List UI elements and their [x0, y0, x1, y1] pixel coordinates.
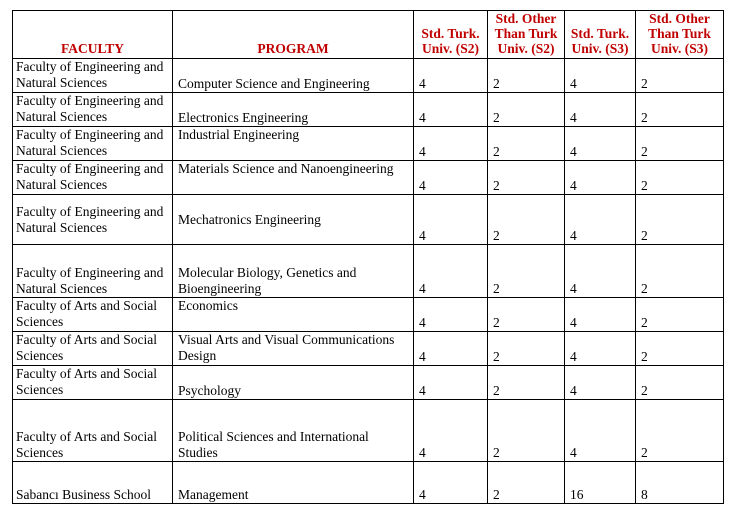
program-cell: Computer Science and Engineering [173, 59, 414, 93]
s2-other-cell: 2 [488, 400, 565, 462]
s3-turk-cell: 4 [565, 245, 636, 298]
header-s3-turk: Std. Turk. Univ. (S3) [565, 11, 636, 59]
program-cell: Materials Science and Nanoengineering [173, 161, 414, 195]
s2-turk-cell: 4 [414, 93, 488, 127]
table-row [13, 161, 724, 195]
s2-other-cell: 2 [488, 332, 565, 366]
s3-turk-cell: 4 [565, 400, 636, 462]
s3-other-cell: 2 [636, 127, 724, 161]
s3-other-cell: 2 [636, 366, 724, 400]
s3-other-cell: 2 [636, 332, 724, 366]
program-cell: Economics [173, 298, 414, 332]
s3-turk-cell: 4 [565, 366, 636, 400]
header-s3-other: Std. Other Than Turk Univ. (S3) [636, 11, 724, 59]
faculty-cell: Faculty of Engineering and Natural Sciences [13, 161, 173, 195]
s3-other-cell: 2 [636, 59, 724, 93]
s2-turk-cell: 4 [414, 245, 488, 298]
program-cell: Electronics Engineering [173, 93, 414, 127]
faculty-cell: Sabancı Business School [13, 462, 173, 504]
s2-turk-cell: 4 [414, 59, 488, 93]
header-s2-turk: Std. Turk. Univ. (S2) [414, 11, 488, 59]
table-row [13, 245, 724, 298]
s2-other-cell: 2 [488, 462, 565, 504]
s2-other-cell: 2 [488, 161, 565, 195]
table-row [13, 298, 724, 332]
table-row [13, 400, 724, 462]
s3-turk-cell: 16 [565, 462, 636, 504]
faculty-cell: Faculty of Engineering and Natural Sciences [13, 93, 173, 127]
table-row [13, 366, 724, 400]
table-row [13, 59, 724, 93]
s2-other-cell: 2 [488, 127, 565, 161]
table-row [13, 195, 724, 245]
table-row [13, 127, 724, 161]
table-row [13, 93, 724, 127]
s2-turk-cell: 4 [414, 298, 488, 332]
faculty-cell: Faculty of Arts and Social Sciences [13, 366, 173, 400]
faculty-cell: Faculty of Engineering and Natural Sciences [13, 127, 173, 161]
s3-other-cell: 2 [636, 400, 724, 462]
faculty-cell: Faculty of Engineering and Natural Sciences [13, 59, 173, 93]
s3-other-cell: 2 [636, 161, 724, 195]
s3-other-cell: 2 [636, 245, 724, 298]
s3-turk-cell: 4 [565, 195, 636, 245]
program-cell: Mechatronics Engineering [173, 195, 414, 245]
faculty-cell: Faculty of Engineering and Natural Sciences [13, 195, 173, 245]
s2-other-cell: 2 [488, 366, 565, 400]
table-row [13, 462, 724, 504]
faculty-cell: Faculty of Engineering and Natural Sciences [13, 245, 173, 298]
s3-turk-cell: 4 [565, 93, 636, 127]
faculty-cell: Faculty of Arts and Social Sciences [13, 332, 173, 366]
s3-other-cell: 2 [636, 93, 724, 127]
program-cell: Industrial Engineering [173, 127, 414, 161]
s3-other-cell: 8 [636, 462, 724, 504]
header-program: PROGRAM [173, 11, 414, 59]
program-cell: Psychology [173, 366, 414, 400]
header-row [13, 11, 724, 59]
faculty-cell: Faculty of Arts and Social Sciences [13, 400, 173, 462]
program-cell: Molecular Biology, Genetics and Bioengineering [173, 245, 414, 298]
quota-table [12, 10, 724, 504]
s3-other-cell: 2 [636, 298, 724, 332]
s2-other-cell: 2 [488, 245, 565, 298]
faculty-cell: Faculty of Arts and Social Sciences [13, 298, 173, 332]
s2-turk-cell: 4 [414, 127, 488, 161]
s2-other-cell: 2 [488, 298, 565, 332]
s3-turk-cell: 4 [565, 298, 636, 332]
s2-other-cell: 2 [488, 195, 565, 245]
s3-other-cell: 2 [636, 195, 724, 245]
program-cell: Political Sciences and International Studies [173, 400, 414, 462]
program-cell: Visual Arts and Visual Communications Design [173, 332, 414, 366]
header-s2-other: Std. Other Than Turk Univ. (S2) [488, 11, 565, 59]
table-row [13, 332, 724, 366]
s2-other-cell: 2 [488, 93, 565, 127]
s3-turk-cell: 4 [565, 59, 636, 93]
s2-turk-cell: 4 [414, 462, 488, 504]
header-faculty: FACULTY [13, 11, 173, 59]
s3-turk-cell: 4 [565, 332, 636, 366]
s3-turk-cell: 4 [565, 161, 636, 195]
s2-turk-cell: 4 [414, 195, 488, 245]
s2-turk-cell: 4 [414, 400, 488, 462]
s2-turk-cell: 4 [414, 161, 488, 195]
s3-turk-cell: 4 [565, 127, 636, 161]
s2-other-cell: 2 [488, 59, 565, 93]
s2-turk-cell: 4 [414, 332, 488, 366]
program-cell: Management [173, 462, 414, 504]
s2-turk-cell: 4 [414, 366, 488, 400]
